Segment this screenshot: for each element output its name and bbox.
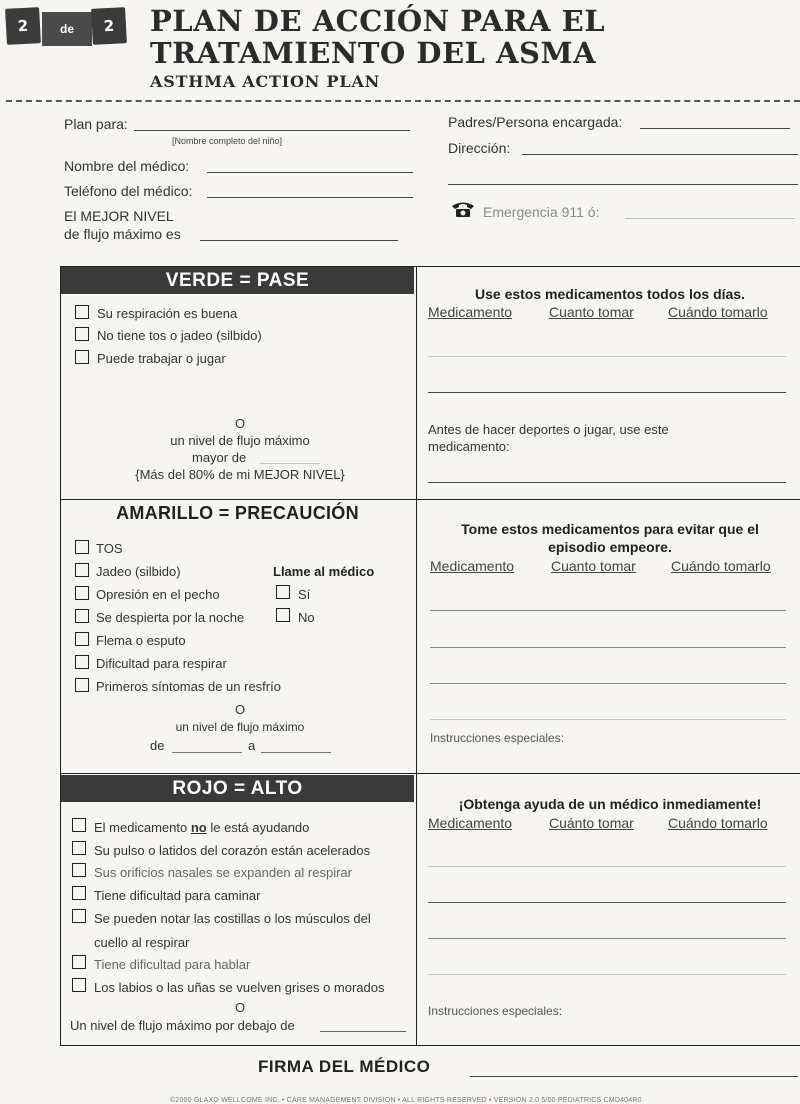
verde-o: O xyxy=(234,416,246,431)
amarillo-checkbox-2[interactable] xyxy=(75,563,89,577)
verde-antes-1: Antes de hacer deportes o jugar, use este xyxy=(428,422,669,437)
verde-med-line-1[interactable] xyxy=(428,356,786,357)
rojo-o: O xyxy=(234,1000,246,1015)
amarillo-checkbox-5[interactable] xyxy=(75,632,89,646)
rojo-item-4: Tiene dificultad para caminar xyxy=(94,888,261,903)
verde-flow-3: {Más del 80% de mi MEJOR NIVEL} xyxy=(135,467,345,482)
amarillo-de-field[interactable] xyxy=(172,752,242,753)
rojo-med-line-4[interactable] xyxy=(428,974,786,975)
amarillo-item-6: Dificultad para respirar xyxy=(96,656,227,671)
verde-right-title: Use estos medicamentos todos los días. xyxy=(475,286,745,302)
title-line-2: TRATAMIENTO DEL ASMA xyxy=(150,36,597,70)
emergencia-label: Emergencia 911 ó: xyxy=(483,204,600,220)
copyright-footer: ©2000 GLAXO WELLCOME INC. • CARE MANAGEMENT DIVISION • ALL RIGHTS RESERVED • VERSION 2.0 5/00 PEDIATRICS CMD404R0 xyxy=(170,1097,642,1104)
page-badge-left: 2 xyxy=(5,7,41,45)
rojo-col-cuando: Cuándo tomarlo xyxy=(668,815,768,831)
rojo-item-5-cont: cuello al respirar xyxy=(94,935,190,950)
verde-flow-1: un nivel de flujo máximo xyxy=(170,433,310,448)
amarillo-col-medicamento: Medicamento xyxy=(430,558,515,574)
amarillo-item-4: Se despierta por la noche xyxy=(96,610,245,625)
rojo-checkbox-1[interactable] xyxy=(72,818,86,832)
llame-no-label: No xyxy=(298,610,315,625)
direccion-field-2[interactable] xyxy=(448,184,798,185)
amarillo-col-cuanto: Cuanto tomar xyxy=(551,558,636,574)
rojo-checkbox-7[interactable] xyxy=(72,978,86,992)
amarillo-med-line-2[interactable] xyxy=(430,647,786,648)
verde-med-line-2[interactable] xyxy=(428,392,786,393)
rojo-item-3: Sus orificios nasales se expanden al respirar xyxy=(94,865,352,880)
medico-nombre-field[interactable] xyxy=(207,172,413,173)
divider-verde-amarillo xyxy=(60,499,800,500)
rojo-item-2: Su pulso o latidos del corazón están acelerados xyxy=(94,843,371,858)
divider-amarillo-rojo xyxy=(60,773,800,774)
amarillo-instrucciones: Instrucciones especiales: xyxy=(430,731,565,745)
amarillo-col-cuando: Cuándo tomarlo xyxy=(671,558,771,574)
amarillo-checkbox-3[interactable] xyxy=(75,586,89,600)
rojo-med-line-1[interactable] xyxy=(428,866,786,867)
title-line-1: PLAN DE ACCIÓN PARA EL xyxy=(150,4,606,38)
amarillo-right-title-2: episodio empeore. xyxy=(548,539,672,555)
medico-nombre-label: Nombre del médico: xyxy=(64,158,190,174)
rojo-checkbox-5[interactable] xyxy=(72,909,86,923)
verde-antes-line[interactable] xyxy=(428,482,786,483)
firma-field[interactable] xyxy=(470,1076,798,1077)
medico-telefono-field[interactable] xyxy=(207,197,413,198)
rojo-checkbox-3[interactable] xyxy=(72,863,86,877)
rojo-flow-field[interactable] xyxy=(320,1031,406,1032)
amarillo-item-5: Flema o esputo xyxy=(96,633,186,648)
amarillo-checkbox-7[interactable] xyxy=(75,678,89,692)
firma-label: FIRMA DEL MÉDICO xyxy=(258,1057,431,1076)
rojo-item-1-no: no xyxy=(190,820,207,835)
amarillo-checkbox-6[interactable] xyxy=(75,655,89,669)
mejor-nivel-label-1: El MEJOR NIVEL xyxy=(64,208,174,224)
verde-checkbox-1[interactable] xyxy=(75,305,89,319)
rojo-item-7: Los labios o las uñas se vuelven grises o morados xyxy=(94,980,385,995)
verde-item-3: Puede trabajar o jugar xyxy=(97,351,226,366)
rojo-med-line-2[interactable] xyxy=(428,902,786,903)
nombre-nino-hint: [Nombre completo del niño] xyxy=(172,136,283,146)
amarillo-item-7: Primeros síntomas de un resfrío xyxy=(96,679,281,694)
rojo-flow: Un nivel de flujo máximo por debajo de xyxy=(70,1018,295,1033)
amarillo-med-line-3[interactable] xyxy=(430,683,786,684)
telephone-icon xyxy=(450,200,476,218)
right-zones-frame xyxy=(416,266,800,1046)
padres-label: Padres/Persona encargada: xyxy=(448,114,623,130)
verde-flow-2: mayor de xyxy=(192,450,247,465)
rojo-item-1 xyxy=(94,820,309,835)
amarillo-right-title-1: Tome estos medicamentos para evitar que el xyxy=(461,521,759,537)
amarillo-med-line-4[interactable] xyxy=(430,719,786,720)
llame-no-checkbox[interactable] xyxy=(276,608,290,622)
rojo-col-cuanto: Cuánto tomar xyxy=(549,815,634,831)
rojo-header: ROJO = ALTO xyxy=(61,775,414,802)
verde-col-cuanto: Cuanto tomar xyxy=(549,304,634,320)
rojo-checkbox-6[interactable] xyxy=(72,955,86,969)
direccion-label: Dirección: xyxy=(448,140,511,156)
cut-line xyxy=(6,100,800,102)
amarillo-flow-1: un nivel de flujo máximo xyxy=(175,720,305,734)
padres-field[interactable] xyxy=(640,128,790,129)
amarillo-checkbox-4[interactable] xyxy=(75,609,89,623)
plan-para-field[interactable] xyxy=(134,130,410,131)
page-badge-right: 2 xyxy=(91,7,127,45)
verde-item-2: No tiene tos o jadeo (silbido) xyxy=(97,328,262,343)
rojo-med-line-3[interactable] xyxy=(428,938,786,939)
rojo-item-5: Se pueden notar las costillas o los músculos del xyxy=(94,911,371,926)
verde-col-medicamento: Medicamento xyxy=(428,304,513,320)
subtitle: ASTHMA ACTION PLAN xyxy=(150,72,381,91)
llame-medico-label: Llame al médico xyxy=(273,564,375,579)
llame-si-label: Sí xyxy=(298,587,311,602)
verde-header: VERDE = PASE xyxy=(61,267,414,294)
verde-item-1: Su respiración es buena xyxy=(97,306,238,321)
verde-checkbox-3[interactable] xyxy=(75,350,89,364)
rojo-item-1-c: le está ayudando xyxy=(210,820,310,835)
amarillo-med-line-1[interactable] xyxy=(430,610,786,611)
mejor-nivel-label-2: de flujo máximo es xyxy=(64,226,181,242)
amarillo-header: AMARILLO = PRECAUCIÓN xyxy=(116,503,359,523)
mejor-nivel-field[interactable] xyxy=(200,240,398,241)
rojo-col-medicamento: Medicamento xyxy=(428,815,513,831)
rojo-item-6: Tiene dificultad para hablar xyxy=(94,957,251,972)
amarillo-a: a xyxy=(248,738,256,753)
medico-telefono-label: Teléfono del médico: xyxy=(64,183,193,199)
amarillo-item-3: Opresión en el pecho xyxy=(96,587,220,602)
rojo-instrucciones: Instrucciones especiales: xyxy=(428,1004,563,1018)
verde-antes-2: medicamento: xyxy=(428,439,510,454)
rojo-checkbox-2[interactable] xyxy=(72,841,86,855)
verde-checkbox-2[interactable] xyxy=(75,327,89,341)
emergencia-field[interactable] xyxy=(625,218,795,219)
verde-flow-field[interactable] xyxy=(260,463,320,464)
llame-si-checkbox[interactable] xyxy=(276,585,290,599)
rojo-item-1-a: El medicamento xyxy=(94,820,188,835)
rojo-checkbox-4[interactable] xyxy=(72,886,86,900)
amarillo-item-1: TOS xyxy=(96,541,123,556)
page-badge-de: de xyxy=(42,12,92,46)
direccion-field[interactable] xyxy=(522,154,798,155)
verde-col-cuando: Cuándo tomarlo xyxy=(668,304,768,320)
amarillo-a-field[interactable] xyxy=(261,752,331,753)
amarillo-o: O xyxy=(234,702,246,717)
plan-para-label: Plan para: xyxy=(64,116,128,132)
rojo-right-title: ¡Obtenga ayuda de un médico inmediamente! xyxy=(458,796,762,812)
amarillo-item-2: Jadeo (silbido) xyxy=(96,564,181,579)
amarillo-checkbox-1[interactable] xyxy=(75,540,89,554)
amarillo-de: de xyxy=(150,738,165,753)
